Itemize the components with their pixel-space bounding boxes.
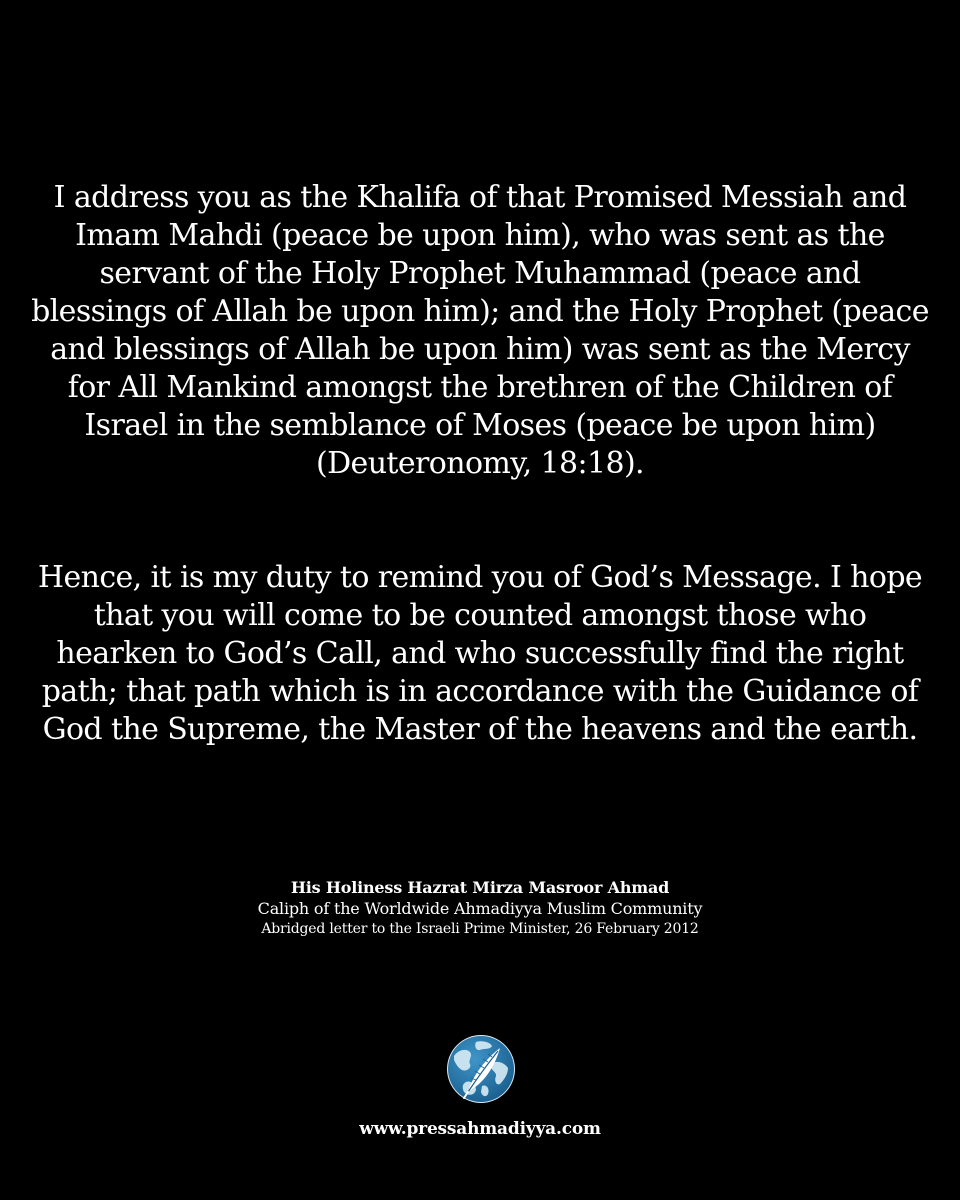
quote-paragraph-1: I address you as the Khalifa of that Promised Messiah and Imam Mahdi (peace be upon him), who was sent as the servant of the Holy Prophet Muhammad (peace and blessings of Allah be upon him); and the Holy Prophet (peace and blessings of Allah be upon him) was sent as the Mercy for All Mankind amongst the brethren of the Children of Israel in the semblance of Moses (peace be upon him) (Deuteronomy, 18:18). <box>31 180 929 481</box>
author-name: His Holiness Hazrat Mirza Masroor Ahmad <box>290 878 670 897</box>
quote-paragraph-2: Hence, it is my duty to remind you of God’s Message. I hope that you will come to be counted amongst those who hearken to God’s Call, and who successfully find the right path; that path which is in accordance with the Guidance of God the Supreme, the Master of the heavens and the earth. <box>37 560 923 747</box>
attribution <box>0 877 960 939</box>
author-title: Caliph of the Worldwide Ahmadiyya Muslim Community <box>257 899 703 918</box>
quote-source: Abridged letter to the Israeli Prime Minister, 26 February 2012 <box>261 921 699 937</box>
globe-quill-logo-icon <box>446 1034 516 1104</box>
website-url: www.pressahmadiyya.com <box>359 1119 601 1139</box>
